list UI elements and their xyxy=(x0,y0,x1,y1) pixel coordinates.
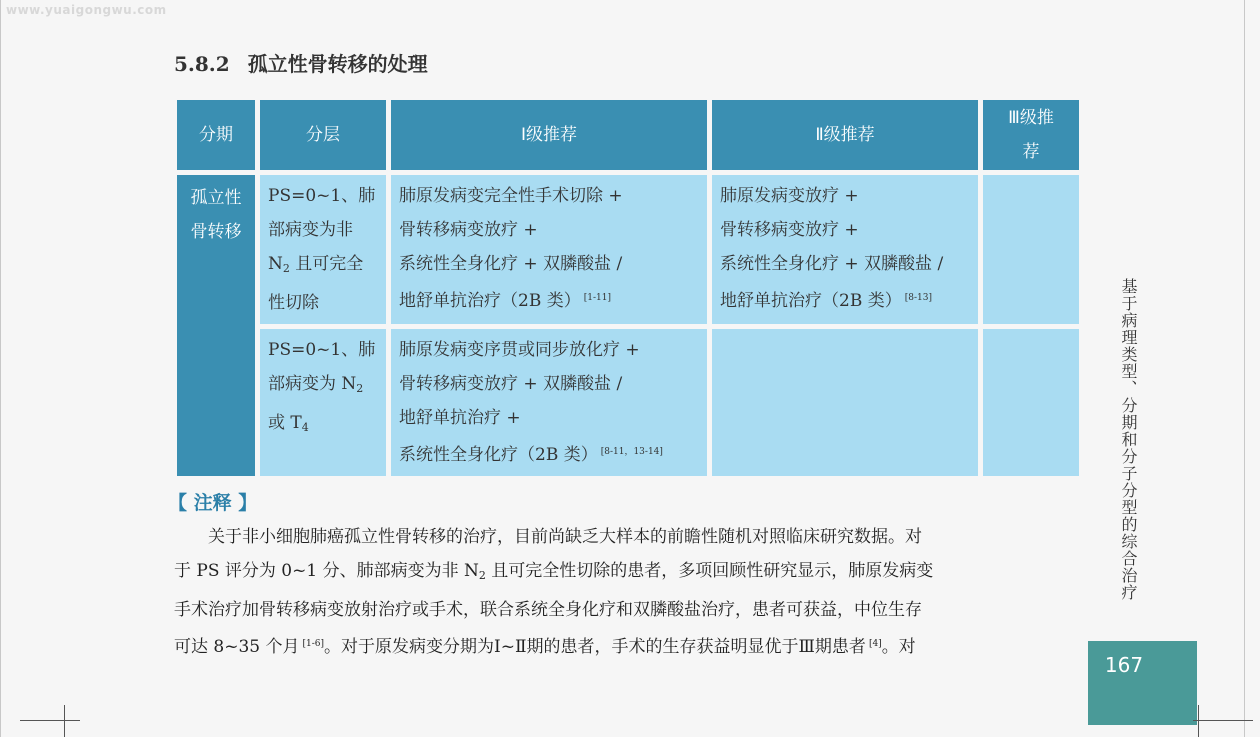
layer-line: 性切除 xyxy=(268,293,319,313)
crop-mark xyxy=(1193,720,1253,721)
level-1-line: 地舒单抗治疗 + xyxy=(399,408,521,428)
level-1-line: 肺原发病变序贯或同步放化疗 + xyxy=(399,340,640,360)
level-1-cell xyxy=(391,329,707,476)
layer-cell xyxy=(260,329,386,476)
crop-mark xyxy=(20,720,80,721)
notes-line: 手术治疗加骨转移病变放射治疗或手术，联合系统全身化疗和双膦酸盐治疗，患者可获益，中位生存 xyxy=(174,600,922,620)
level-1-line: 骨转移病变放疗 + xyxy=(399,220,538,240)
layer-line: PS=0~1、肺 xyxy=(268,186,376,206)
level-2-line: 肺原发病变放疗 + xyxy=(720,186,859,206)
level-2-line: 系统性全身化疗 + 双膦酸盐 / xyxy=(720,254,944,274)
level-1-line: 系统性全身化疗（2B 类） [8-11，13-14] xyxy=(399,445,663,465)
citation: [1-11] xyxy=(583,293,611,303)
level-1-line: 骨转移病变放疗 + 双膦酸盐 / xyxy=(399,374,623,394)
citation: [4] xyxy=(868,639,882,649)
stage-line: 孤立性 xyxy=(190,188,242,208)
layer-line: 或 $T_4$ xyxy=(268,413,309,434)
header-level-3-line: 荐 xyxy=(1022,142,1040,162)
level-2-cell xyxy=(712,329,978,476)
table-row xyxy=(177,329,1079,476)
header-layer: 分层 xyxy=(260,100,386,170)
page-edge-line xyxy=(0,0,1,737)
citation: [8-11，13-14] xyxy=(600,447,663,457)
layer-line: $N_2$ 且可完全 xyxy=(268,254,364,275)
table-header-row xyxy=(177,100,1079,170)
notes-heading: 【 注释 】 xyxy=(168,492,258,514)
layer-line: 部病变为 $N_2$ xyxy=(268,374,364,395)
chapter-side-title: 基于病理类型、分期和分子分型的综合治疗 xyxy=(1119,278,1138,601)
section-title xyxy=(174,48,428,77)
recommendation-table xyxy=(172,95,1084,481)
level-2-line: 地舒单抗治疗（2B 类） [8-13] xyxy=(720,291,932,311)
header-level-3-line: Ⅲ级推 xyxy=(1008,108,1054,128)
header-level-1: Ⅰ级推荐 xyxy=(391,100,707,170)
level-1-cell xyxy=(391,175,707,324)
level-1-line: 肺原发病变完全性手术切除 + xyxy=(399,186,623,206)
notes-line: 于 PS 评分为 0~1 分、肺部病变为非 $N_2$ 且可完全性切除的患者，多项回顾性研究显示，肺原发病变 xyxy=(174,561,934,582)
page-number-box xyxy=(1088,641,1197,725)
notes-body xyxy=(174,520,1079,664)
stage-cell xyxy=(177,175,255,476)
notes-line: 可达 8~35 个月 [1-6]。对于原发病变分期为Ⅰ~Ⅱ期的患者，手术的生存获益明显优于Ⅲ期患者 [4]。对 xyxy=(174,637,916,657)
header-stage: 分期 xyxy=(177,100,255,170)
citation: [8-13] xyxy=(904,293,932,303)
layer-line: PS=0~1、肺 xyxy=(268,340,376,360)
table-row xyxy=(177,175,1079,324)
layer-line: 部病变为非 xyxy=(268,220,353,240)
watermark: www.yuaigongwu.com xyxy=(6,3,167,17)
header-level-3 xyxy=(983,100,1079,170)
crop-mark xyxy=(1198,705,1199,737)
layer-cell xyxy=(260,175,386,324)
level-2-line: 骨转移病变放疗 + xyxy=(720,220,859,240)
citation: [1-6] xyxy=(302,639,325,649)
header-level-2: Ⅱ级推荐 xyxy=(712,100,978,170)
notes-line: 关于非小细胞肺癌孤立性骨转移的治疗，目前尚缺乏大样本的前瞻性随机对照临床研究数据。对 xyxy=(208,527,922,547)
stage-line: 骨转移 xyxy=(190,222,242,242)
crop-mark xyxy=(64,705,65,737)
level-3-cell xyxy=(983,175,1079,324)
level-2-cell xyxy=(712,175,978,324)
level-3-cell xyxy=(983,329,1079,476)
level-1-line: 系统性全身化疗 + 双膦酸盐 / xyxy=(399,254,623,274)
page-edge-line xyxy=(1244,0,1245,737)
level-1-line: 地舒单抗治疗（2B 类） [1-11] xyxy=(399,291,611,311)
page-number: 167 xyxy=(1104,653,1144,677)
section-number: 5.8.2 xyxy=(174,52,230,76)
section-title-text: 孤立性骨转移的处理 xyxy=(247,52,428,76)
